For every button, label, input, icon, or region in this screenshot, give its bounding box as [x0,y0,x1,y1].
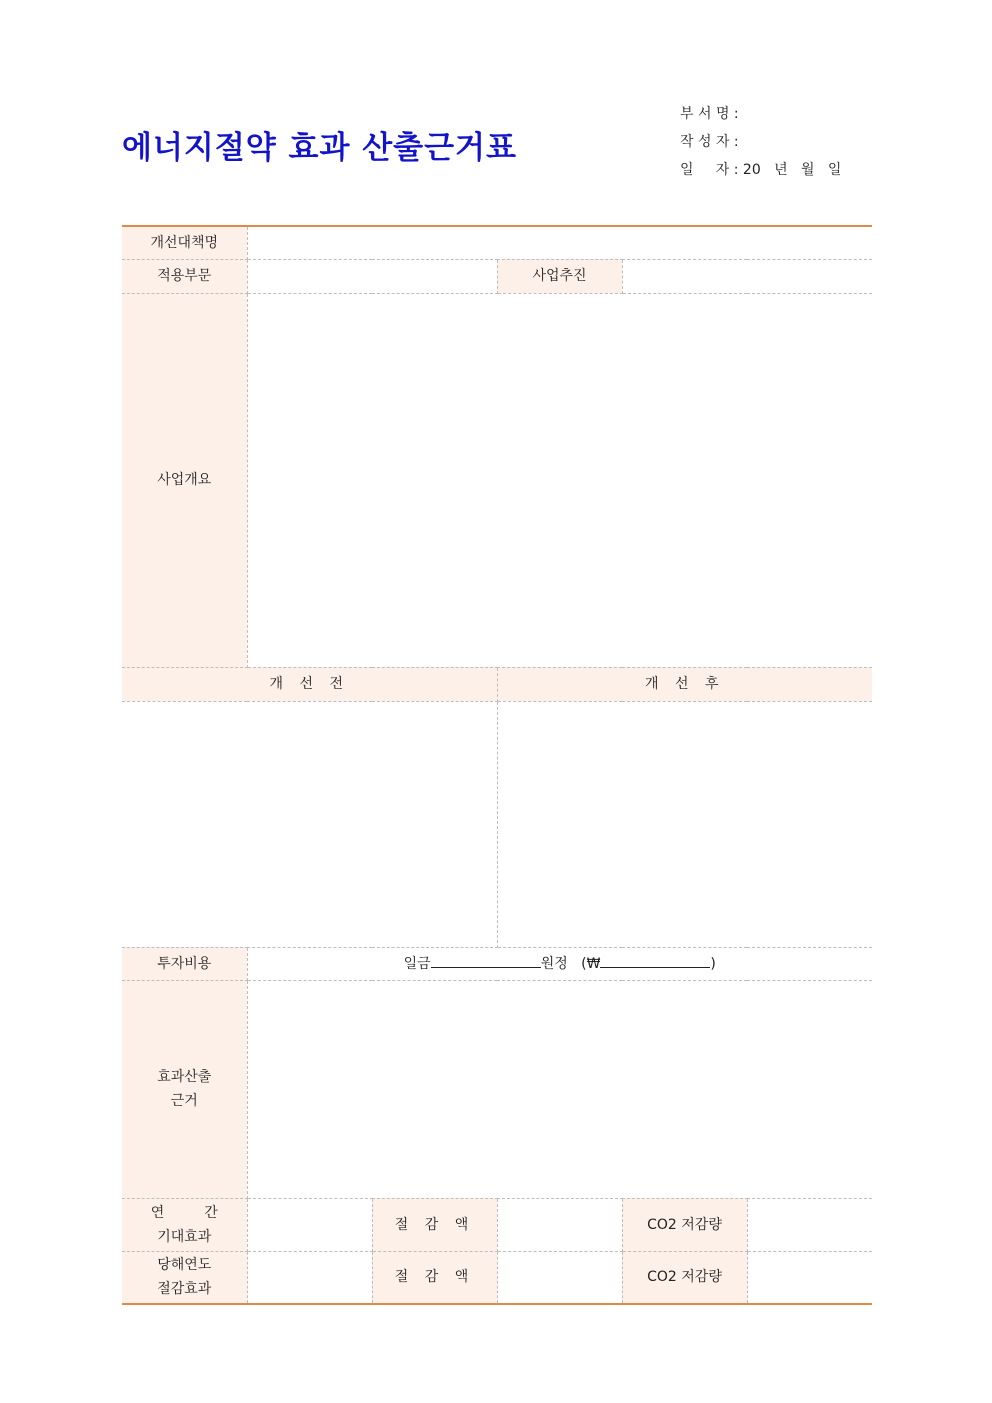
before-label: 개 선 전 [122,667,497,701]
current-year-co2-label: CO2 저감량 [622,1251,747,1304]
page-title: 에너지절약 효과 산출근거표 [122,130,517,166]
invest-currency-open: (₩ [581,955,601,972]
current-year-saving-field[interactable] [497,1251,622,1304]
project-promo-field[interactable] [622,259,872,293]
plan-name-field[interactable] [247,226,872,259]
won-blank[interactable] [431,953,541,968]
invest-label: 투자비용 [122,947,247,980]
basis-label [122,980,247,1198]
basis-label-line1: 효과산출 [157,1069,212,1085]
current-year-saving-label: 절 감 액 [372,1251,497,1304]
current-year-label-line1: 당해연도 [157,1257,212,1274]
overview-field[interactable] [247,293,872,667]
current-year-effect-field[interactable] [247,1251,372,1304]
after-label: 개 선 후 [497,667,872,701]
invest-middle: 원정 [540,955,568,972]
annual-effect-label [122,1198,247,1251]
calculation-form [122,225,872,1305]
basis-label-line2: 근거 [170,1093,198,1109]
after-field[interactable] [497,701,872,947]
plan-name-label: 개선대책명 [122,226,247,259]
annual-label-line1: 연 간 [150,1204,218,1221]
annual-saving-field[interactable] [497,1198,622,1251]
annual-co2-label: CO2 저감량 [622,1198,747,1251]
overview-label: 사업개요 [122,293,247,667]
date-label: 일 자 : 20 년 월 일 [680,162,842,178]
current-year-co2-field[interactable] [747,1251,872,1304]
annual-co2-field[interactable] [747,1198,872,1251]
dept-label: 부 서 명 : [680,106,739,122]
annual-saving-label: 절 감 액 [372,1198,497,1251]
current-year-effect-label [122,1251,247,1304]
author-label: 작 성 자 : [680,134,739,150]
basis-field[interactable] [247,980,872,1198]
before-field[interactable] [122,701,497,947]
document-meta [680,103,841,187]
invest-prefix: 일금 [403,955,431,972]
project-promo-label: 사업추진 [497,259,622,293]
annual-label-line2: 기대효과 [157,1228,212,1245]
current-year-label-line2: 절감효과 [157,1281,212,1298]
apply-dept-field[interactable] [247,259,497,293]
annual-effect-field[interactable] [247,1198,372,1251]
invest-close: ) [710,955,716,972]
currency-blank[interactable] [600,953,710,968]
apply-dept-label: 적용부문 [122,259,247,293]
invest-amount-field[interactable] [247,947,872,980]
